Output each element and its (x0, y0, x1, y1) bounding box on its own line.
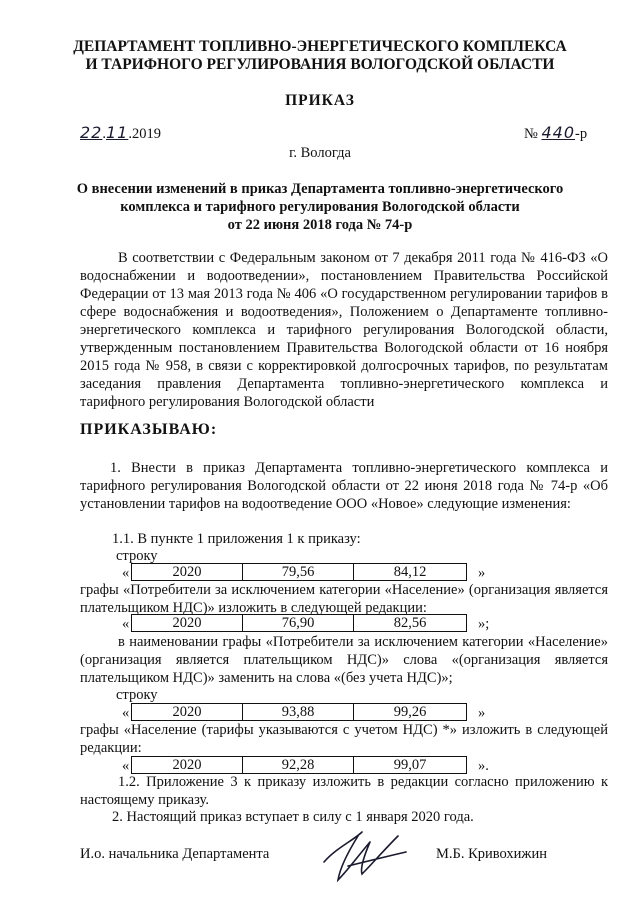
document-type: ПРИКАЗ (285, 92, 355, 109)
tariff-cell-value: 76,90 (243, 615, 354, 632)
order-title-line1: О внесении изменений в приказ Департамента топливно-энергетического (76, 181, 564, 197)
order-number (524, 124, 587, 143)
order-date: 22.11.2019 (80, 123, 161, 142)
date-day: 22 (80, 123, 103, 142)
text-after-table-3: графы «Население (тарифы указываются с учетом НДС) *» изложить в следующей редакции: (80, 722, 608, 756)
number-value: 440 (541, 123, 576, 142)
number-suffix: -р (575, 126, 588, 142)
tariff-cell-value: 79,56 (243, 564, 354, 581)
preamble: В соответствии с Федеральным законом от 7 декабря 2011 года № 416-ФЗ «О водоснабжении и водоотведении», постановлением Правительства Российской Федерации от 13 мая 2013 года № 406 «О государственном регулировании тарифов в сфере водоснабжения и водоотведения», Положением о Департаменте топливно-энергетического комплекса и тарифного регулирования Вологодской области, утвержденным постановлением Правительства Вологодской области от 16 ноября 2015 года № 958, в связи с корректировкой долгосрочных тарифов, по результатам заседания правления Департамента топливно-энергетического комплекса и тарифного регулирования Вологодской области (80, 250, 608, 410)
item-1-2: 1.2. Приложение 3 к приказу изложить в редакции согласно приложению к настоящему приказу. (80, 774, 608, 808)
tariff-cell-value: 99,26 (354, 704, 467, 721)
date-month: 11 (105, 123, 129, 142)
signatory-position: И.о. начальника Департамента (80, 846, 270, 862)
tariff-table-4 (131, 756, 467, 774)
tariff-cell-year: 2020 (132, 704, 243, 721)
quote-open-2: « (122, 616, 130, 632)
tariff-cell-value: 99,07 (354, 757, 467, 774)
tariff-cell-value: 93,88 (243, 704, 354, 721)
tariff-cell-year: 2020 (132, 757, 243, 774)
order-title-line3: от 22 июня 2018 года № 74-р (227, 217, 413, 233)
number-prefix: № (524, 126, 538, 142)
quote-close-2: »; (478, 616, 490, 632)
department-name-line2: И ТАРИФНОГО РЕГУЛИРОВАНИЯ ВОЛОГОДСКОЙ ОБЛАСТИ (85, 56, 555, 73)
tariff-cell-value: 92,28 (243, 757, 354, 774)
tariff-table-1 (131, 563, 467, 581)
row-label-2: строку (116, 687, 158, 703)
text-after-table-1: графы «Потребители за исключением категории «Население» (организация является плательщиком НДС)» изложить в следующей редакции: (80, 582, 608, 616)
quote-open-4: « (122, 758, 130, 774)
handwritten-signature (318, 822, 414, 888)
tariff-cell-year: 2020 (132, 564, 243, 581)
signatory-name: М.Б. Кривохижин (436, 846, 547, 862)
quote-close-3: » (478, 705, 486, 721)
row-label-1: строку (116, 548, 158, 564)
item-1: 1. Внести в приказ Департамента топливно-энергетического комплекса и тарифного регулирования Вологодской области от 22 июня 2018 года № 74-р «Об установлении тарифов на водоотведение ООО «Новое» следующие изменения: (80, 460, 608, 512)
date-year: .2019 (128, 126, 161, 142)
text-after-table-2: в наименовании графы «Потребители за исключением категории «Население» (организация является плательщиком НДС)» слова «(организация является плательщиком НДС)» заменить на слова «(без учета НДС)»; (80, 634, 608, 686)
tariff-table-3 (131, 703, 467, 721)
city: г. Вологда (289, 145, 351, 161)
quote-close-1: » (478, 565, 486, 581)
tariff-cell-year: 2020 (132, 615, 243, 632)
quote-open-3: « (122, 705, 130, 721)
tariff-cell-value: 84,12 (354, 564, 467, 581)
order-word: ПРИКАЗЫВАЮ: (80, 421, 218, 438)
tariff-cell-value: 82,56 (354, 615, 467, 632)
quote-open-1: « (122, 565, 130, 581)
tariff-table-2 (131, 614, 467, 632)
department-name-line1: ДЕПАРТАМЕНТ ТОПЛИВНО-ЭНЕРГЕТИЧЕСКОГО КОМПЛЕКСА (73, 38, 567, 55)
item-2: 2. Настоящий приказ вступает в силу с 1 января 2020 года. (112, 809, 474, 825)
item-1-1: 1.1. В пункте 1 приложения 1 к приказу: (112, 531, 361, 547)
order-title-line2: комплекса и тарифного регулирования Вологодской области (120, 199, 520, 215)
quote-close-4: ». (478, 758, 489, 774)
